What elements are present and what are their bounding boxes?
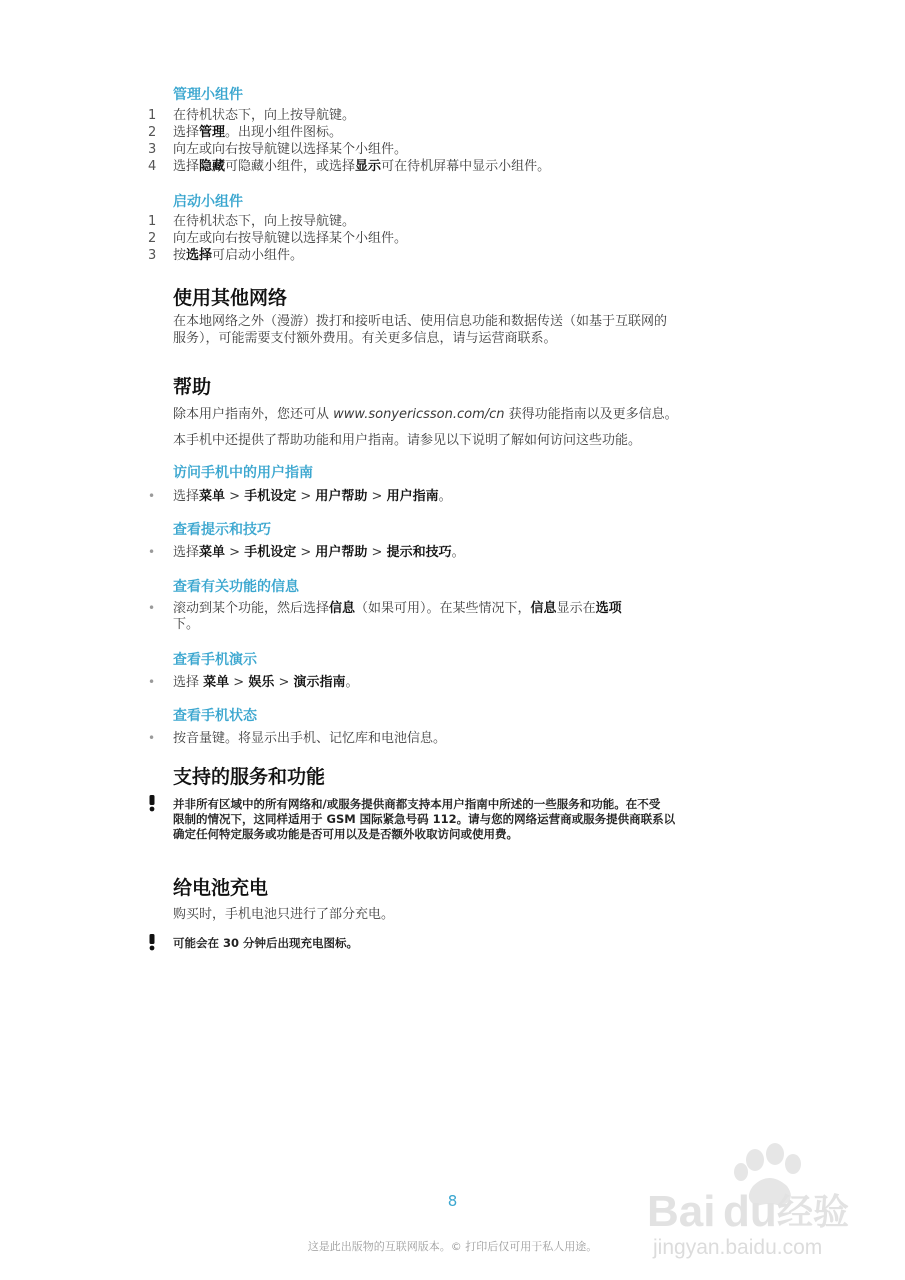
charging-paragraph: 购买时，手机电池只进行了部分充电。 [173,907,395,922]
text-run: 可启动小组件。 [212,248,304,263]
ui-term: 菜单 [203,675,230,690]
numbered-step [148,159,550,175]
section-title-status: 查看手机状态 [173,708,257,724]
baidu-watermark-logo [645,1140,880,1260]
svg-text:Bai: Bai [647,1187,716,1236]
text-run: （如果可用）。在某些情况下， [355,601,531,616]
rich-text [173,601,622,616]
status-item [148,730,446,747]
heading-other-networks: 使用其他网络 [173,287,288,309]
text-run: 选择 [173,489,200,504]
numbered-step [148,108,355,124]
text-run: > [367,489,387,504]
exclamation-icon [146,794,158,812]
ui-term: 信息 [530,601,557,616]
help-paragraph-2: 本手机中还提供了帮助功能和用户指南。请参见以下说明了解如何访问这些功能。 [173,433,642,448]
ui-term: 用户帮助 [315,489,368,504]
rich-text [173,159,550,174]
text-run: 按音量键。将显示出手机、记忆库和电池信息。 [173,731,447,746]
ui-term: 菜单 [199,489,226,504]
page-number: 8 [447,1192,458,1210]
demo-item [148,674,359,691]
ui-term: 演示指南 [293,675,346,690]
section-title-access-guide: 访问手机中的用户指南 [173,465,313,481]
footer-notice: 这是此出版物的互联网版本。© 打印后仅可用于私人用途。 [307,1240,598,1253]
ui-term: 信息 [329,601,356,616]
text-run: 向左或向右按导航键以选择某个小组件。 [173,231,408,246]
rich-text [173,489,452,504]
bullet: • [148,731,156,745]
text-run: > [274,675,294,690]
bullet: • [148,601,156,615]
ui-term: 娱乐 [248,675,275,690]
tips-item [148,544,465,561]
bullet: • [148,675,156,689]
text-run: > [229,675,249,690]
ui-term: 选项 [595,601,622,616]
step-number: 1 [148,214,157,229]
section-title-demo: 查看手机演示 [173,652,257,668]
rich-text [173,108,355,123]
text-run: 。 [451,545,465,560]
text-run: 可隐藏小组件，或选择 [225,159,356,174]
numbered-step [148,248,303,264]
step-number: 2 [148,125,157,140]
feature-info-item [148,600,622,617]
heading-charging: 给电池充电 [173,877,269,899]
text-run: 在待机状态下，向上按导航键。 [173,108,356,123]
ui-term: 用户指南 [386,489,439,504]
ui-term: 手机设定 [244,489,297,504]
feature-info-line-2: 下。 [173,617,200,632]
text-run: 选择 [173,159,200,174]
rich-text [173,142,407,157]
sonyericsson-link[interactable]: www.sonyericsson.com/cn [333,407,505,422]
text-run: 可在待机屏幕中显示小组件。 [381,159,551,174]
step-number: 3 [148,248,157,263]
rich-text [173,675,359,690]
section-title-manage-widgets: 管理小组件 [173,87,243,103]
text-run: > [296,545,316,560]
text-run: 按 [173,248,187,263]
ui-term: 提示和技巧 [386,545,452,560]
help-paragraph-1 [173,406,678,423]
numbered-step [148,231,407,247]
svg-text:du: du [723,1187,777,1236]
ui-term: 手机设定 [244,545,297,560]
services-note-line-1: 并非所有区域中的所有网络和/或服务提供商都支持本用户指南中所述的一些服务和功能。在不受 [173,797,661,811]
help-p1-after: 获得功能指南以及更多信息。 [504,407,678,422]
text-run: > [367,545,387,560]
rich-text [173,545,465,560]
numbered-step [148,125,342,141]
text-run: 。 [438,489,452,504]
ui-term: 管理 [199,125,226,140]
exclamation-icon [146,933,158,951]
step-number: 2 [148,231,157,246]
text-run: 。出现小组件图标。 [225,125,343,140]
rich-text [173,231,407,246]
text-run: 向左或向右按导航键以选择某个小组件。 [173,142,408,157]
text-run: 选择 [173,125,200,140]
access-guide-item [148,488,452,505]
section-title-feature-info: 查看有关功能的信息 [173,579,299,595]
step-number: 3 [148,142,157,157]
text-run: > [225,545,245,560]
section-title-start-widgets: 启动小组件 [173,194,243,210]
heading-services: 支持的服务和功能 [173,766,326,788]
rich-text [173,731,446,746]
svg-text:经验: 经验 [777,1192,850,1233]
ui-term: 菜单 [199,545,226,560]
text-run: 选择 [173,675,204,690]
ui-term: 隐藏 [199,159,226,174]
charging-note: 可能会在 30 分钟后出现充电图标。 [173,936,359,950]
text-run: > [296,489,316,504]
services-note-line-2: 限制的情况下，这同样适用于 GSM 国际紧急号码 112。请与您的网络运营商或服务提供商联系以 [173,812,676,826]
heading-help: 帮助 [173,376,212,398]
text-run: 在待机状态下，向上按导航键。 [173,214,356,229]
rich-text [173,214,355,229]
step-number: 4 [148,159,157,174]
svg-text:jingyan.baidu.com: jingyan.baidu.com [653,1236,823,1259]
numbered-step [148,214,355,230]
other-networks-line-1: 在本地网络之外（漫游）拨打和接听电话、使用信息功能和数据传送（如基于互联网的 [173,314,668,329]
step-number: 1 [148,108,157,123]
rich-text [173,248,303,263]
ui-term: 显示 [355,159,382,174]
text-run: > [225,489,245,504]
numbered-step [148,142,407,158]
bullet: • [148,489,156,503]
ui-term: 选择 [186,248,213,263]
text-run: 滚动到某个功能，然后选择 [173,601,330,616]
text-run: 显示在 [556,601,596,616]
help-p1-before: 除本用户指南外，您还可从 [173,407,334,422]
section-title-tips: 查看提示和技巧 [173,522,271,538]
text-run: 。 [345,675,359,690]
bullet: • [148,545,156,559]
rich-text [173,125,342,140]
text-run: 选择 [173,545,200,560]
services-note-line-3: 确定任何特定服务或功能是否可用以及是否额外收取访问或使用费。 [173,827,518,841]
ui-term: 用户帮助 [315,545,368,560]
other-networks-line-2: 服务），可能需要支付额外费用。有关更多信息，请与运营商联系。 [173,331,557,346]
